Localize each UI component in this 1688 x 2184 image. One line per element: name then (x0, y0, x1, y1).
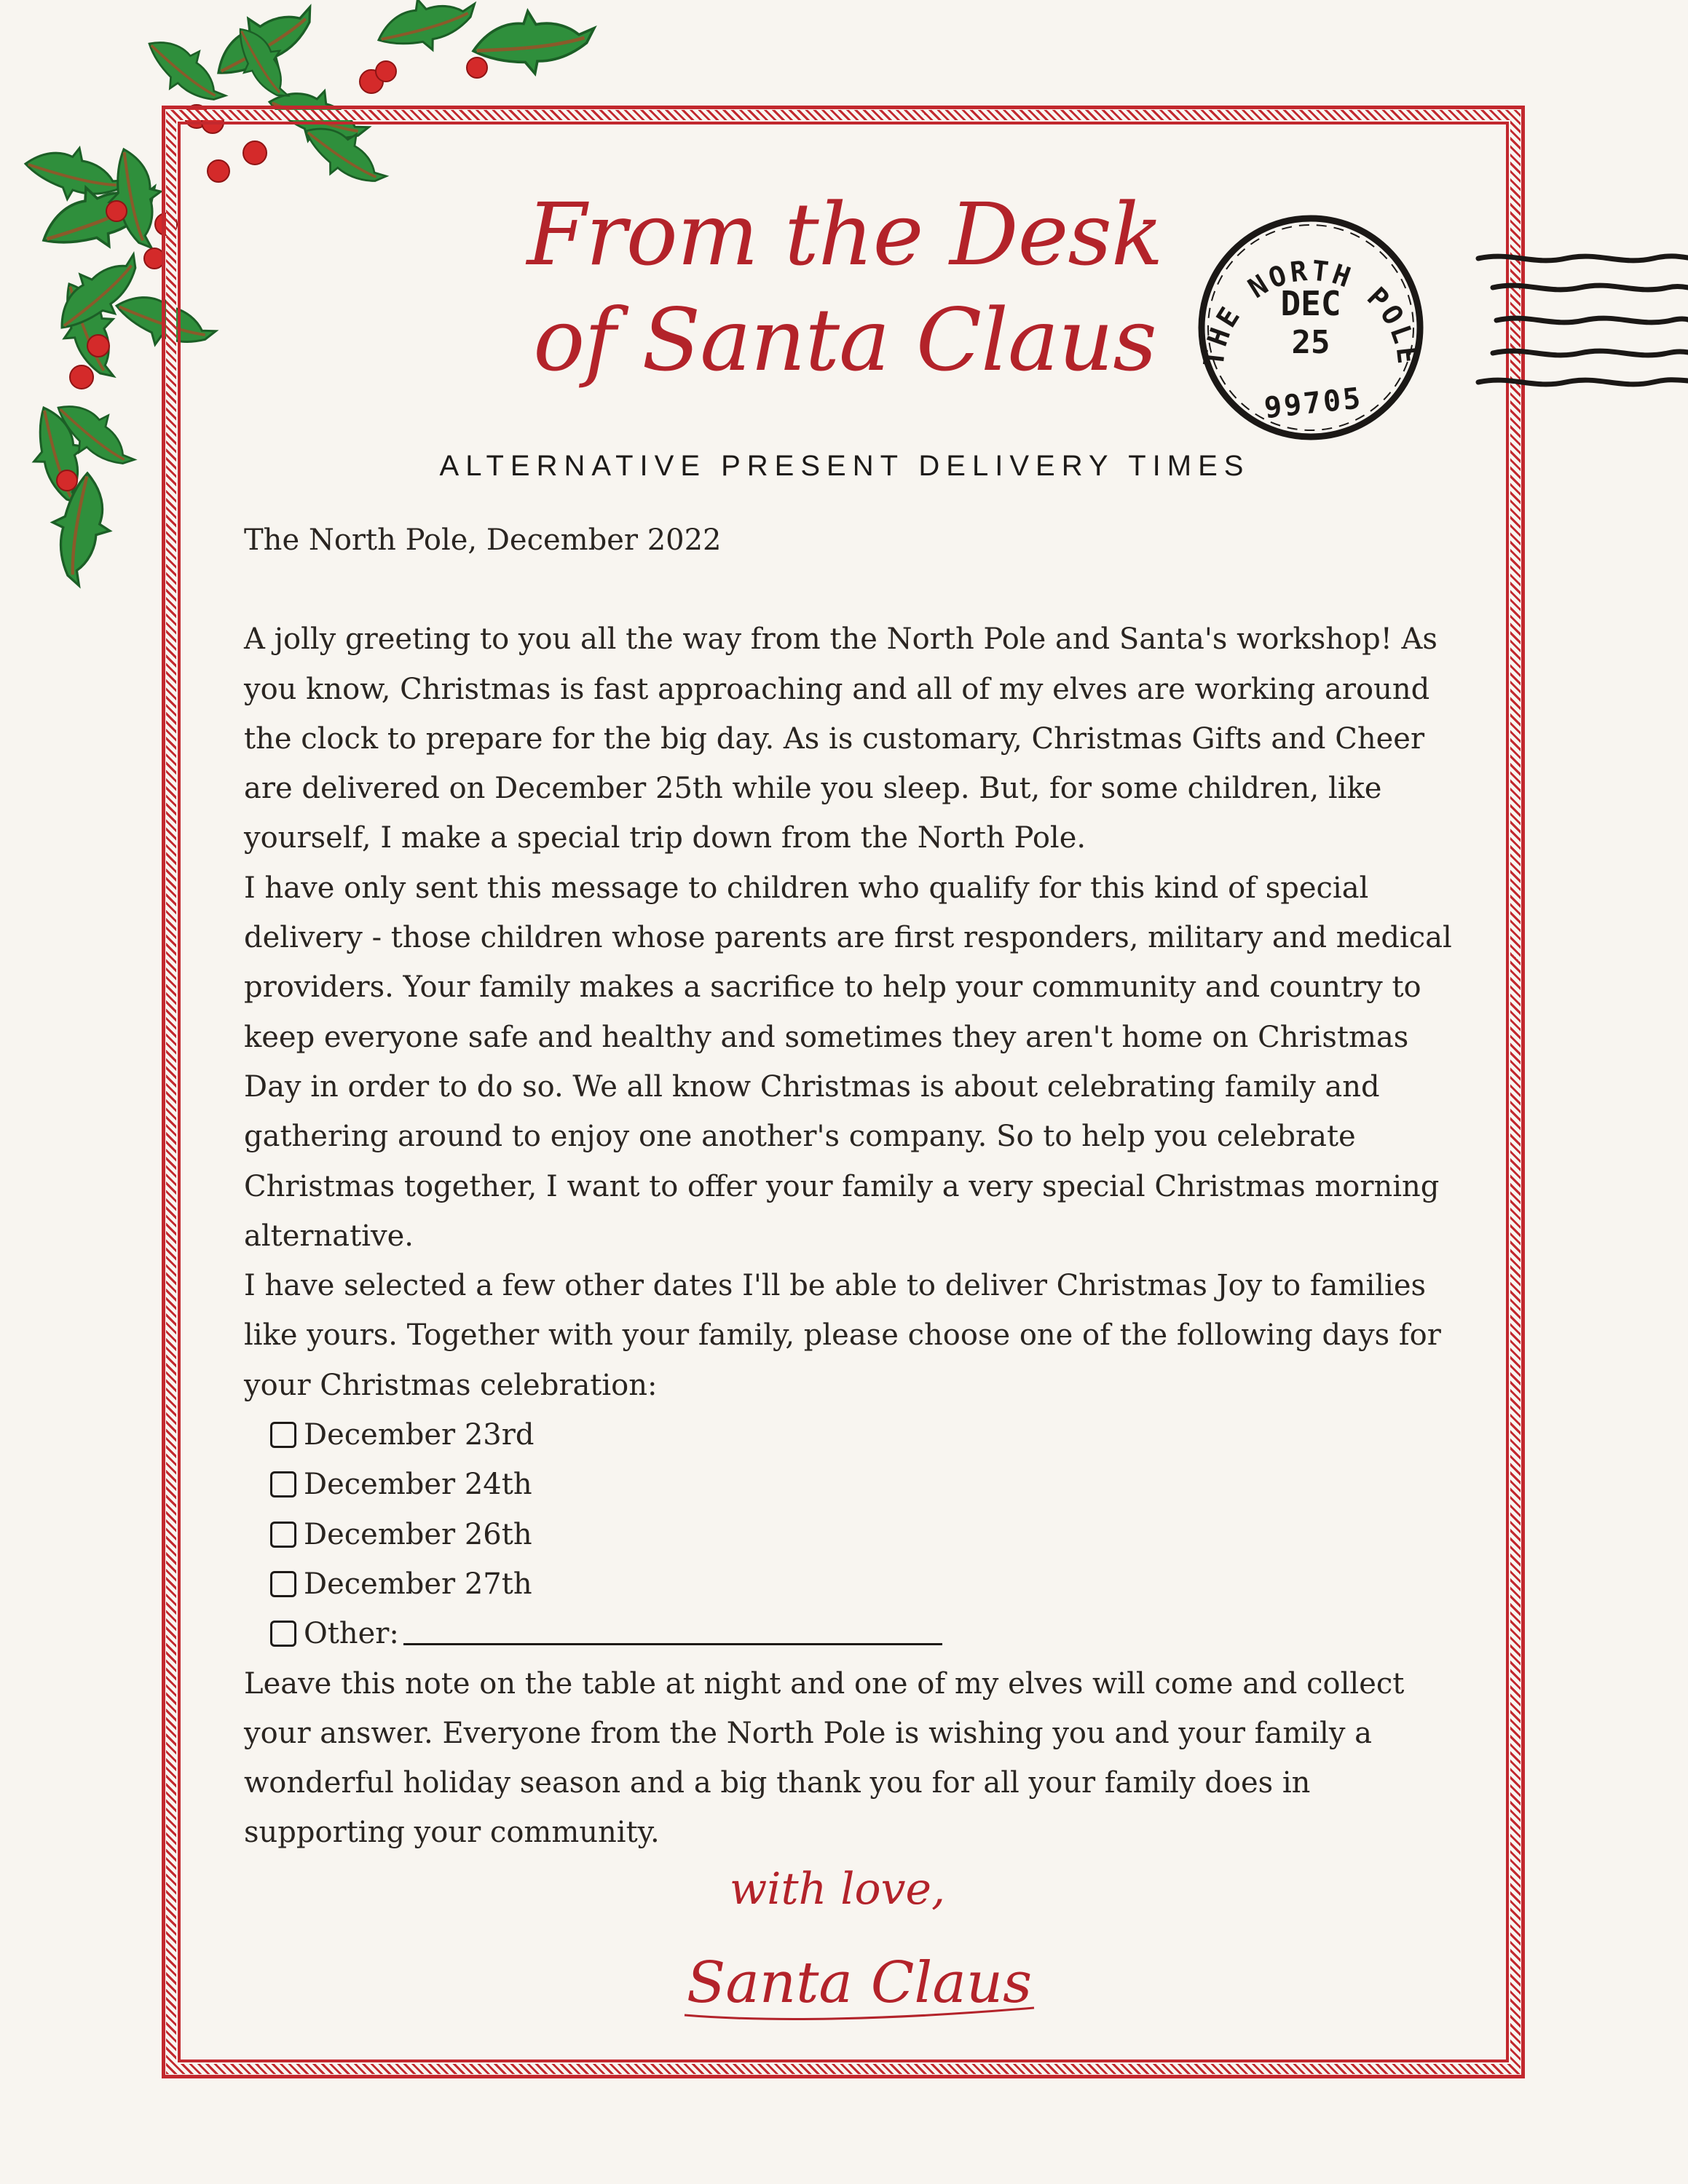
title-line-1: From the Desk (526, 184, 1163, 285)
north-pole-postmark (1176, 207, 1446, 448)
option-december-27[interactable] (244, 1559, 1453, 1609)
letter-paragraph-3: I have selected a few other dates I'll be able to deliver Christmas Joy to families like yours. Together with your family, please choose one of the following days for your Christmas celebration: (244, 1269, 1441, 1402)
checkbox-other[interactable] (270, 1621, 296, 1647)
other-write-in-field[interactable] (403, 1614, 942, 1645)
option-other[interactable] (244, 1609, 1453, 1658)
option-december-24[interactable] (244, 1460, 1453, 1509)
stamp-day: 25 (1291, 324, 1330, 361)
title-line-2: of Santa Claus (533, 290, 1156, 390)
date-options-list (244, 1410, 1453, 1658)
checkbox-december-24[interactable] (270, 1471, 296, 1497)
signature-text: Santa Claus (686, 1950, 1033, 2016)
letter-paragraph-4: Leave this note on the table at night and one of my elves will come and collect your answer. Everyone from the North Pole is wishing you and your family a wonderful holiday season and a big thank you for all your family does in supporting your community. (244, 1666, 1405, 1850)
letter-date-line: The North Pole, December 2022 (244, 523, 722, 557)
stamp-top-text: THE NORTH POLE (1197, 254, 1424, 368)
letter-title (408, 182, 1282, 393)
option-label: December 24th (304, 1468, 532, 1502)
option-label: December 23rd (304, 1418, 535, 1452)
stamp-month: DEC (1280, 284, 1341, 323)
letter-paragraph-2: I have only sent this message to children who qualify for this kind of special delivery - those children whose parents are first responders, military and medical providers. Your family makes a sacrifice to help your community and country to keep everyone safe and healthy and sometimes they aren't home on Christmas Day in order to do so. We all know Christmas is about celebrating family and gathering around to enjoy one another's company. So to help you celebrate Christmas together, I want to offer your family a very special Christmas morning alternative. (244, 871, 1452, 1253)
option-label: December 26th (304, 1517, 532, 1551)
checkbox-december-23[interactable] (270, 1422, 296, 1448)
letter-subtitle: ALTERNATIVE PRESENT DELIVERY TIMES (439, 450, 1250, 482)
option-december-26[interactable] (244, 1510, 1453, 1559)
letter-paragraph-1: A jolly greeting to you all the way from the North Pole and Santa's workshop! As you know, Christmas is fast approaching and all of my elves are working around the clock to prepare for the big day. As is customary, Christmas Gifts and Cheer are delivered on December 25th while you sleep. But, for some children, like yourself, I make a special trip down from the North Pole. (244, 622, 1437, 855)
santa-signature (655, 1929, 1063, 2038)
stamp-zip: 99705 (1262, 381, 1365, 426)
postmark-cancel-lines (1475, 248, 1688, 393)
option-december-23[interactable] (244, 1410, 1453, 1460)
closing-salutation: with love, (729, 1864, 946, 1915)
letter-body (244, 515, 1453, 1858)
checkbox-december-27[interactable] (270, 1571, 296, 1597)
checkbox-december-26[interactable] (270, 1522, 296, 1548)
other-label: Other: (304, 1617, 399, 1651)
option-label: December 27th (304, 1567, 532, 1601)
